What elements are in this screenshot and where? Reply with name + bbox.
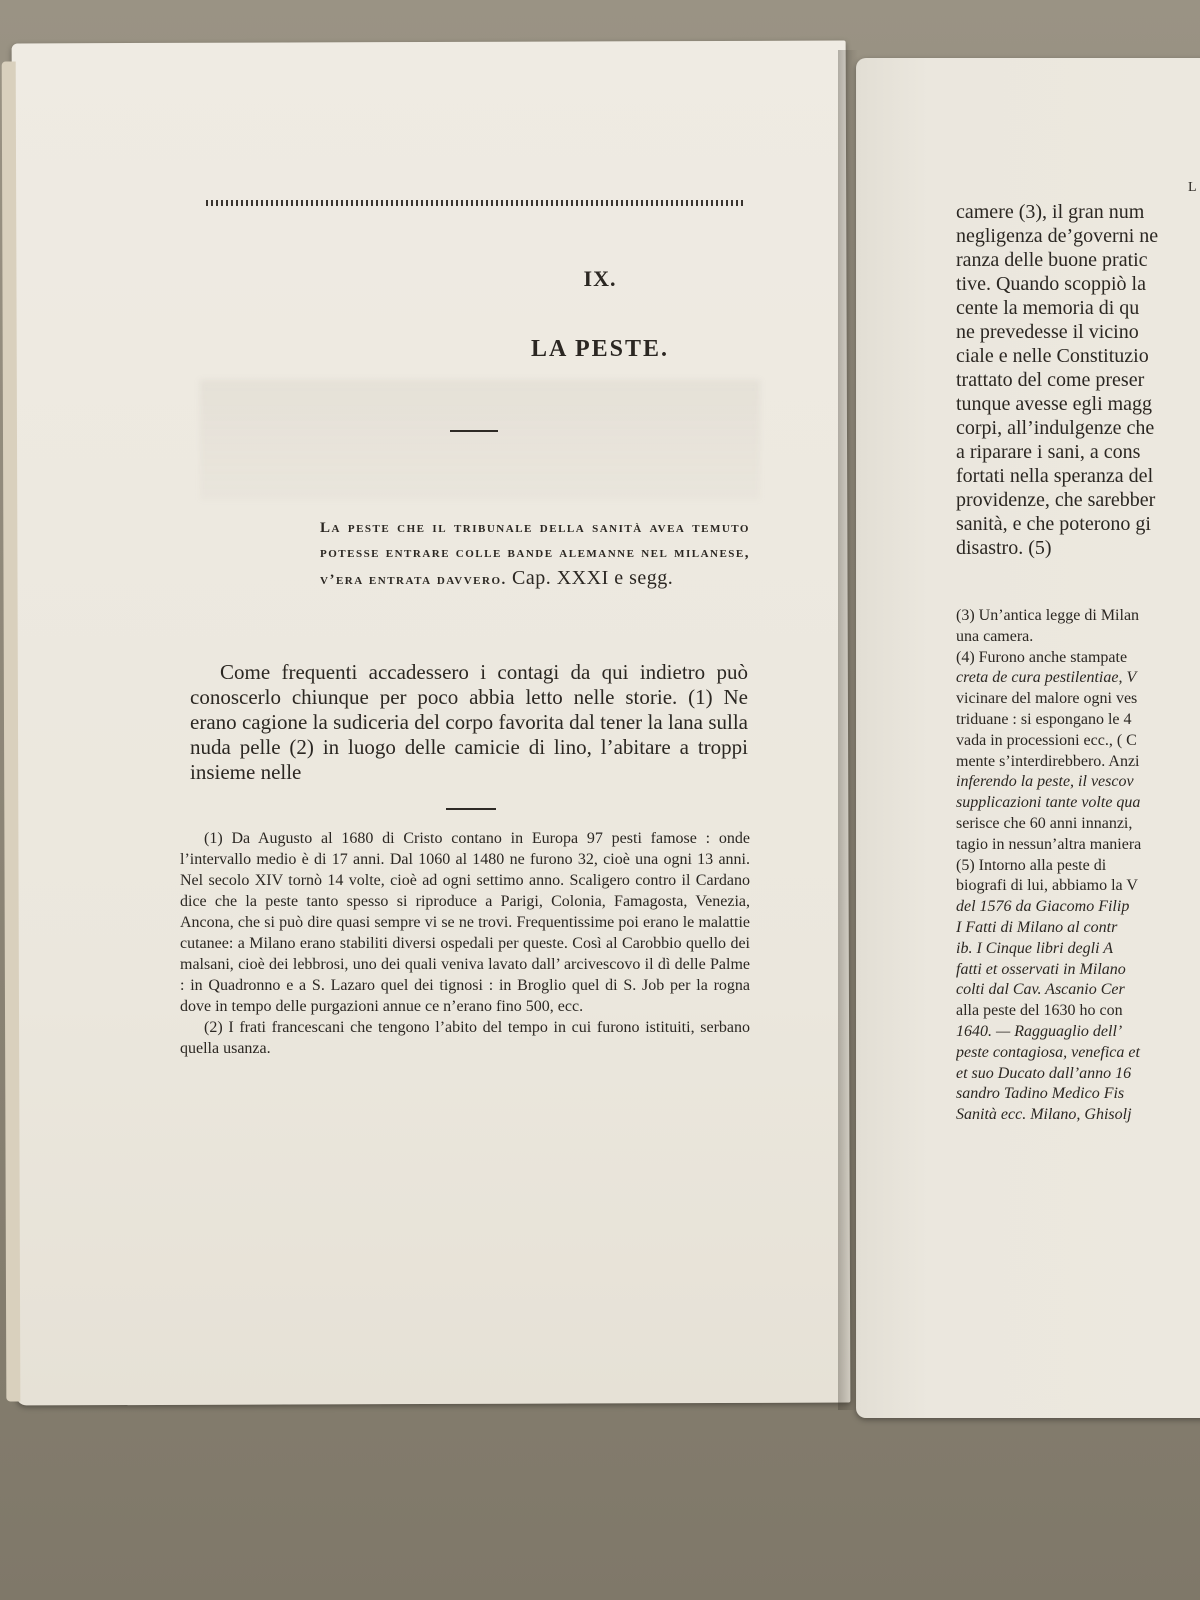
ornamental-rule (206, 200, 746, 206)
right-note-line: 1640. — Ragguaglio dell’ (956, 1022, 1123, 1040)
right-note-line: ib. I Cinque libri degli A (956, 939, 1114, 957)
right-note-line: una camera. (956, 627, 1034, 645)
right-line: camere (3), il gran num (956, 201, 1145, 223)
right-line: fortati nella speranza del (956, 465, 1154, 487)
chapter-number: IX. (583, 266, 617, 291)
right-note-line: supplicazioni tante volte qua (956, 794, 1141, 812)
right-note-line: inferendo la peste, il vescov (956, 773, 1134, 791)
right-note-line: alla peste del 1630 ho con (956, 1002, 1123, 1020)
right-note-line: Sanità ecc. Milano, Ghisolj (956, 1106, 1132, 1124)
right-note-line: del 1576 da Giacomo Filip (956, 898, 1130, 916)
right-line: ne prevedesse il vicino (956, 321, 1139, 343)
right-note-line: colti dal Cav. Ascanio Cer (956, 981, 1125, 999)
right-note-line: tagio in nessun’altra maniera (956, 835, 1142, 853)
right-line: ciale e nelle Constituzio (956, 345, 1149, 367)
show-through-bleed (200, 380, 760, 500)
chapter-reference: Cap. XXXI e segg. (512, 567, 674, 589)
right-line: tunque avesse egli magg (956, 393, 1153, 415)
right-note-line: creta de cura pestilentiae, V (956, 669, 1137, 687)
footnote-rule (446, 808, 496, 810)
right-note-line: vicinare del malore ogni ves (956, 690, 1138, 708)
right-line: disastro. (5) (956, 537, 1052, 559)
right-line: negligenza de’governi ne (956, 225, 1159, 247)
footnote-1: (1) Da Augusto al 1680 di Cristo contano in Europa 97 pesti famose : onde l’intervallo medio è di 17 anni. Dal 1060 al 1480 ne furono 32, cioè una ogni 13 anni. Nel secolo XIV tornò 14 volte, cioè ad ogni settimo anno. Scaligero contro il Cardano dice che la peste tanto spesso si riproduce a Parigi, Colonia, Famagosta, Venezia, Ancona, che si può dire quasi sempre vi se ne trovi. Frequentissime poi erano le malattie cutanee: a Milano erano stabiliti diversi ospedali per queste. Così al Carobbio quello dei malsani, cioè dei lebbrosi, uno dei quali veniva lavato dall’ arcivescovo il dì delle Palme : in Quadronno e a S. Lazaro quel dei tignosi : in Broglio quel di S. Job per la rogna dove in tempo delle purgazioni annue ce n’erano fino 500, ecc. (180, 830, 750, 1015)
right-note-line: (4) Furono anche stampate (956, 648, 1128, 666)
right-line: cente la memoria di qu (956, 297, 1140, 319)
right-note-line: mente s’interdirebbero. Anzi (956, 752, 1140, 770)
gutter-shadow (838, 50, 858, 1410)
title-rule (450, 430, 498, 432)
chapter-summary (320, 516, 750, 593)
right-line: a riparare i sani, a cons (956, 441, 1141, 463)
chapter-title: LA PESTE. (530, 336, 670, 362)
right-note-line: triduane : si espongano le 4 (956, 710, 1132, 728)
right-page-text (956, 200, 1200, 560)
right-line: tive. Quando scoppiò la (956, 273, 1146, 295)
body-paragraph: Come frequenti accadessero i contagi da qui indietro può conoscerlo chiunque per poco abbia letto nelle storie. (1) Ne erano cagione la sudiceria del corpo favorita dal tener la lana sulla nuda pelle (2) in luogo delle camicie di lino, l’abitare a troppi insieme nelle (190, 660, 748, 784)
right-note-line: et suo Ducato dall’anno 16 (956, 1064, 1132, 1082)
right-note-line: fatti et osservati in Milano (956, 960, 1126, 978)
right-note-line: serisce che 60 anni innanzi, (956, 814, 1133, 832)
footnote-2: (2) I frati francescani che tengono l’abito del tempo in cui furono istituiti, serbano quella usanza. (180, 1019, 750, 1057)
running-head: L (1188, 180, 1198, 195)
right-line: trattato del come preser (956, 369, 1145, 391)
footnotes (180, 828, 750, 1059)
right-note-line: peste contagiosa, venefica et (956, 1043, 1140, 1061)
right-line: ranza delle buone pratic (956, 249, 1148, 271)
right-note-line: (5) Intorno alla peste di (956, 856, 1107, 874)
right-note-line: (3) Un’antica legge di Milan (956, 607, 1140, 624)
summary-text: La peste che il tribunale della sanità avea temuto potesse entrare colle bande alemanne nel milanese, v’era entrata davvero. (320, 520, 750, 588)
body-text (190, 660, 748, 785)
right-note-line: vada in processioni ecc., ( C (956, 731, 1137, 749)
right-note-line: sandro Tadino Medico Fis (956, 1085, 1125, 1103)
right-page-footnotes (956, 606, 1200, 1126)
right-note-line: I Fatti di Milano al contr (956, 918, 1118, 936)
right-line: sanità, e che poterono gi (956, 513, 1151, 535)
right-note-line: biografi di lui, abbiamo la V (956, 877, 1138, 895)
right-line: corpi, all’indulgenze che (956, 417, 1155, 439)
right-line: providenze, che sarebber (956, 489, 1156, 511)
